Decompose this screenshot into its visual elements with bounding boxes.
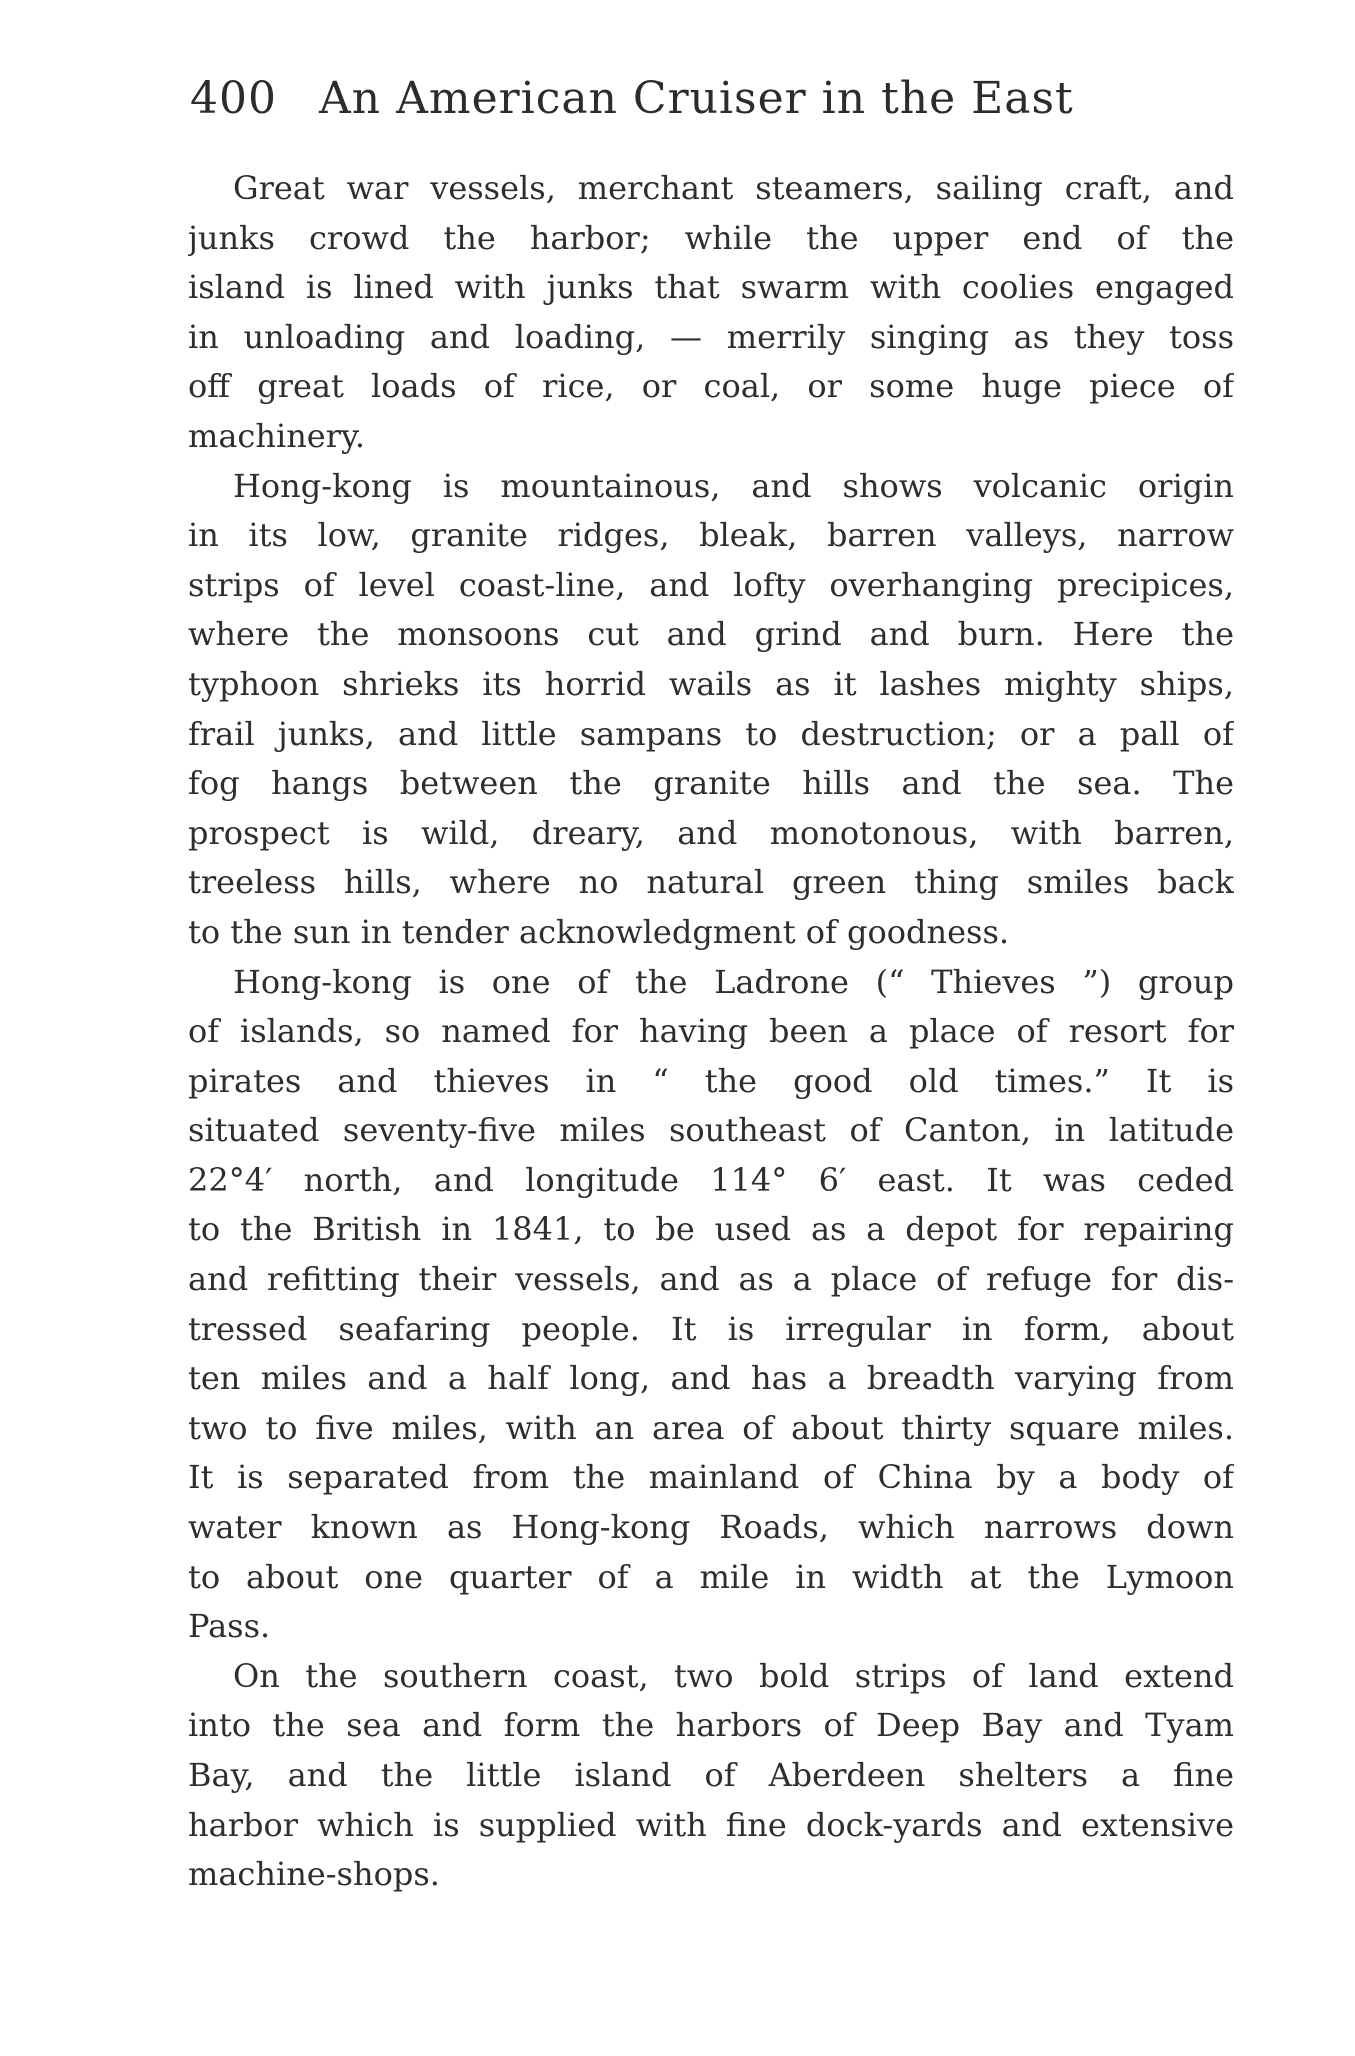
- text-line: water known as Hong-kong Roads, which narrows down: [188, 1508, 1234, 1547]
- running-head: [190, 64, 1150, 134]
- text-line: It is separated from the mainland of China by a body of: [188, 1458, 1234, 1497]
- text-line: Bay, and the little island of Aberdeen shelters a fine: [188, 1756, 1234, 1794]
- text-line: to the sun in tender acknowledgment of goodness.: [188, 912, 1010, 951]
- text-line: prospect is wild, dreary, and monotonous, with barren,: [188, 813, 1234, 852]
- text-line: island is lined with junks that swarm with coolies engaged: [188, 268, 1234, 307]
- text-line: ten miles and a half long, and has a breadth varying from: [188, 1359, 1234, 1398]
- body-text: [188, 164, 1234, 1900]
- text-line: On the southern coast, two bold strips of land extend: [233, 1656, 1234, 1695]
- text-line: Great war vessels, merchant steamers, sailing craft, and: [233, 169, 1234, 207]
- text-line: Pass.: [188, 1607, 271, 1646]
- text-line: two to five miles, with an area of about thirty square miles.: [188, 1408, 1234, 1447]
- text-line: into the sea and form the harbors of Deep Bay and Tyam: [188, 1706, 1234, 1745]
- text-line: to the British in 1841, to be used as a depot for repairing: [188, 1210, 1234, 1249]
- text-line: treeless hills, where no natural green thing smiles back: [188, 863, 1234, 902]
- page-number: 400: [190, 73, 277, 124]
- running-title: An American Cruiser in the East: [318, 73, 1074, 124]
- text-line: in its low, granite ridges, bleak, barren valleys, narrow: [188, 516, 1234, 555]
- text-line: of islands, so named for having been a place of resort for: [188, 1012, 1234, 1051]
- text-line: strips of level coast-line, and lofty overhanging precipices,: [188, 565, 1234, 604]
- text-line: in unloading and loading, — merrily singing as they toss: [188, 317, 1234, 356]
- text-line: tressed seafaring people. It is irregular in form, about: [188, 1309, 1234, 1348]
- text-line: Hong-kong is one of the Ladrone (“ Thieves ”) group: [233, 962, 1234, 1001]
- text-line: typhoon shrieks its horrid wails as it lashes mighty ships,: [188, 664, 1234, 703]
- text-line: where the monsoons cut and grind and burn. Here the: [188, 615, 1234, 654]
- text-line: pirates and thieves in “ the good old times.” It is: [188, 1061, 1234, 1100]
- text-line: fog hangs between the granite hills and the sea. The: [188, 764, 1234, 803]
- text-line: Hong-kong is mountainous, and shows volcanic origin: [233, 466, 1234, 505]
- text-line: situated seventy-five miles southeast of Canton, in latitude: [188, 1111, 1234, 1150]
- text-line: and refitting their vessels, and as a place of refuge for dis-: [188, 1260, 1234, 1299]
- text-line: machinery.: [188, 416, 366, 455]
- text-line: harbor which is supplied with fine dock-yards and extensive: [188, 1805, 1234, 1844]
- text-line: to about one quarter of a mile in width at the Lymoon: [188, 1557, 1234, 1596]
- text-line: frail junks, and little sampans to destruction; or a pall of: [188, 714, 1234, 753]
- text-line: junks crowd the harbor; while the upper end of the: [188, 218, 1234, 257]
- text-line: off great loads of rice, or coal, or some huge piece of: [188, 367, 1234, 406]
- text-line: machine-shops.: [188, 1855, 440, 1894]
- text-line: 22°4′ north, and longitude 114° 6′ east. It was ceded: [188, 1160, 1234, 1199]
